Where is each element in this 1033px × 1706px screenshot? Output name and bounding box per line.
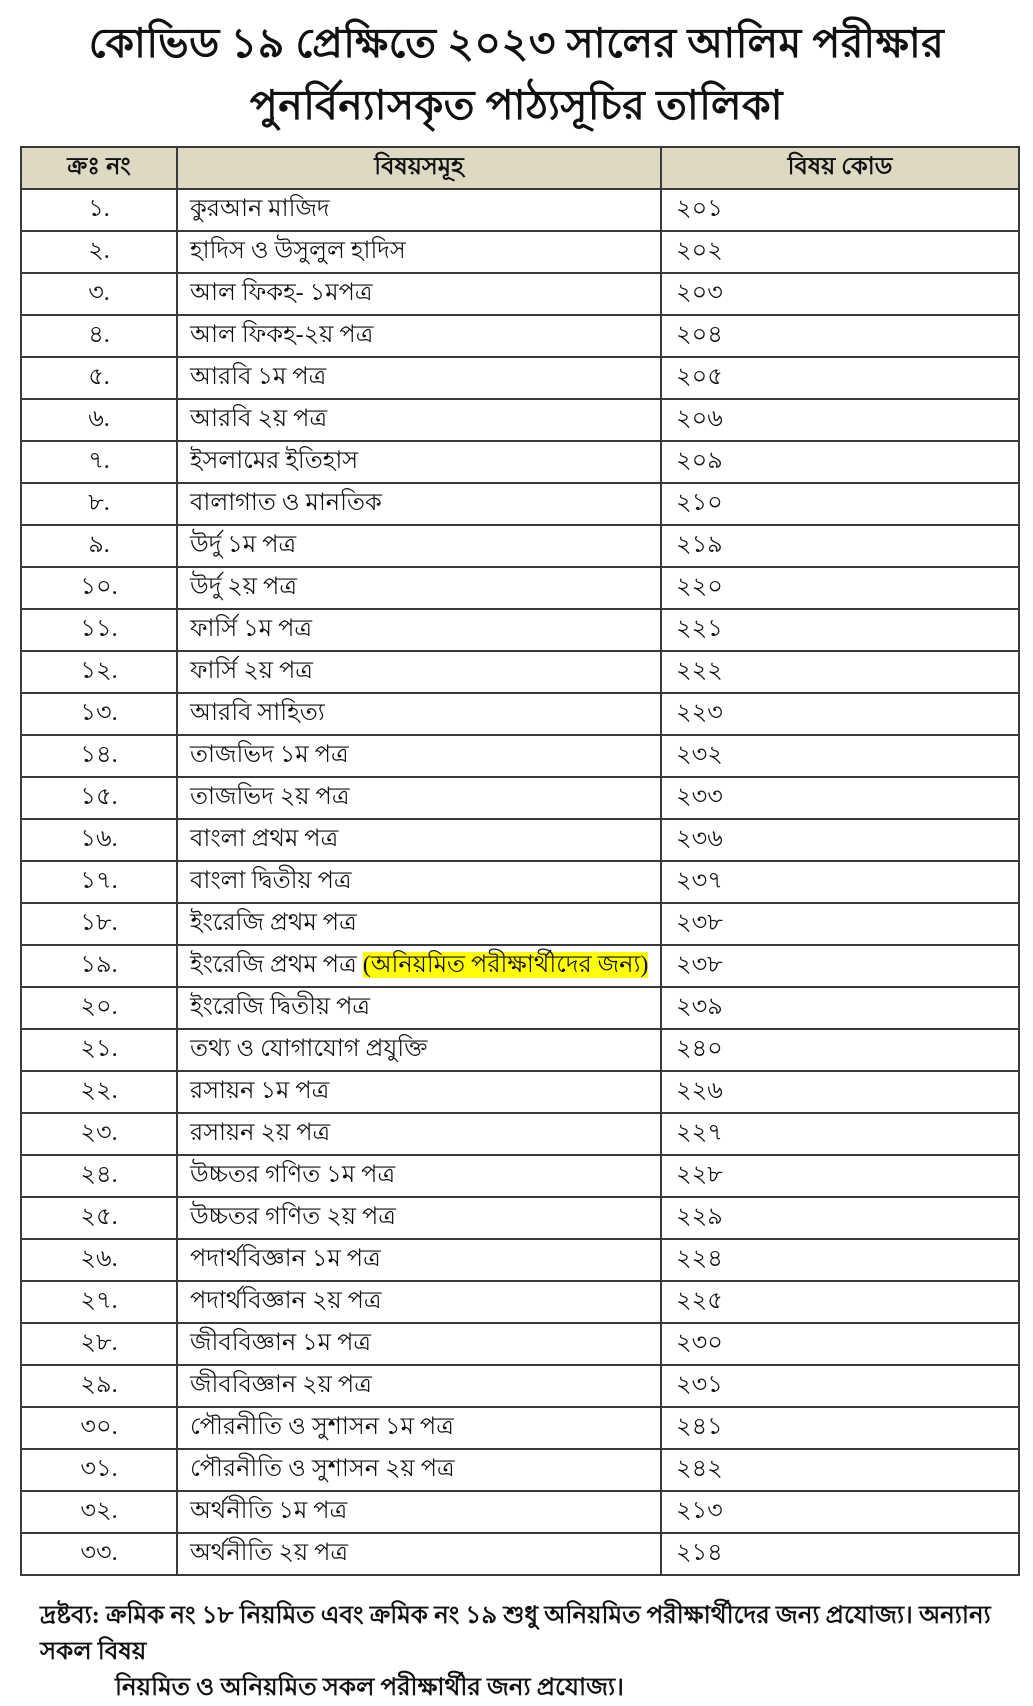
subject-cell: রসায়ন ১ম পত্র: [177, 1071, 661, 1113]
table-row: [21, 189, 1019, 231]
table-row: [21, 1533, 1019, 1575]
table-row: [21, 1365, 1019, 1407]
table-row: [21, 693, 1019, 735]
subject-cell: উর্দু ২য় পত্র: [177, 567, 661, 609]
table-row: [21, 315, 1019, 357]
page-title: [0, 0, 1033, 136]
code-cell: ২৪২: [661, 1449, 1019, 1491]
subject-cell: আল ফিকহ- ১মপত্র: [177, 273, 661, 315]
serial-cell: ১৯.: [21, 945, 177, 987]
code-cell: ২৩৭: [661, 861, 1019, 903]
table-row: [21, 1113, 1019, 1155]
serial-cell: ৭.: [21, 441, 177, 483]
subject-cell: আল ফিকহ-২য় পত্র: [177, 315, 661, 357]
header-serial: ক্রঃ নং: [21, 147, 177, 189]
table-header-row: [21, 147, 1019, 189]
serial-cell: ১৮.: [21, 903, 177, 945]
code-cell: ২২৬: [661, 1071, 1019, 1113]
serial-cell: ১৬.: [21, 819, 177, 861]
code-cell: ২২৩: [661, 693, 1019, 735]
serial-cell: ২৭.: [21, 1281, 177, 1323]
code-cell: ২৪০: [661, 1029, 1019, 1071]
subject-cell: ইংরেজি প্রথম পত্র: [177, 903, 661, 945]
serial-cell: ৬.: [21, 399, 177, 441]
serial-cell: ২৯.: [21, 1365, 177, 1407]
serial-cell: ২১.: [21, 1029, 177, 1071]
subject-cell: ইসলামের ইতিহাস: [177, 441, 661, 483]
table-row: [21, 1029, 1019, 1071]
table-row: [21, 1197, 1019, 1239]
subject-cell: ইংরেজি প্রথম পত্র (অনিয়মিত পরীক্ষার্থীদের জন্য): [177, 945, 661, 987]
subject-cell: উচ্চতর গণিত ২য় পত্র: [177, 1197, 661, 1239]
subject-cell: তাজভিদ ১ম পত্র: [177, 735, 661, 777]
code-cell: ২০৫: [661, 357, 1019, 399]
table-row: [21, 399, 1019, 441]
table-row: [21, 735, 1019, 777]
subject-cell: আরবি ২য় পত্র: [177, 399, 661, 441]
code-cell: ২২৯: [661, 1197, 1019, 1239]
code-cell: ২৩২: [661, 735, 1019, 777]
code-cell: ২৩৩: [661, 777, 1019, 819]
subject-cell: জীববিজ্ঞান ১ম পত্র: [177, 1323, 661, 1365]
table-row: [21, 945, 1019, 987]
table-row: [21, 567, 1019, 609]
header-code: বিষয় কোড: [661, 147, 1019, 189]
table-row: [21, 483, 1019, 525]
table-body: [21, 189, 1019, 1575]
header-subject: বিষয়সমূহ: [177, 147, 661, 189]
subject-table: [20, 146, 1020, 1576]
subject-cell: ফার্সি ২য় পত্র: [177, 651, 661, 693]
serial-cell: ১৪.: [21, 735, 177, 777]
subject-cell: বালাগাত ও মানতিক: [177, 483, 661, 525]
subject-cell: পৌরনীতি ও সুশাসন ১ম পত্র: [177, 1407, 661, 1449]
serial-cell: ২৮.: [21, 1323, 177, 1365]
subject-cell: রসায়ন ২য় পত্র: [177, 1113, 661, 1155]
footnote-line1-text: ক্রমিক নং ১৮ নিয়মিত এবং ক্রমিক নং ১৯ শুধু অনিয়মিত পরীক্ষার্থীদের জন্য প্রযোজ্য। অন্যান্য সকল বিষয়: [40, 1602, 991, 1665]
code-cell: ২৩৯: [661, 987, 1019, 1029]
code-cell: ২২০: [661, 567, 1019, 609]
table-row: [21, 1407, 1019, 1449]
page-title-line2: পুনর্বিন্যাসকৃত পাঠ্যসূচির তালিকা: [249, 82, 784, 128]
subject-cell: তথ্য ও যোগাযোগ প্রযুক্তি: [177, 1029, 661, 1071]
table-row: [21, 525, 1019, 567]
serial-cell: ২৪.: [21, 1155, 177, 1197]
code-cell: ২১৪: [661, 1533, 1019, 1575]
table-row: [21, 1449, 1019, 1491]
highlighted-text: (অনিয়মিত পরীক্ষার্থীদের জন্য): [362, 952, 649, 978]
serial-cell: ১০.: [21, 567, 177, 609]
code-cell: ২৩৮: [661, 945, 1019, 987]
subject-cell: বাংলা প্রথম পত্র: [177, 819, 661, 861]
table-row: [21, 1281, 1019, 1323]
subject-cell: পদার্থবিজ্ঞান ১ম পত্র: [177, 1239, 661, 1281]
subject-cell: উর্দু ১ম পত্র: [177, 525, 661, 567]
table-row: [21, 357, 1019, 399]
code-cell: ২১০: [661, 483, 1019, 525]
subject-cell: ইংরেজি দ্বিতীয় পত্র: [177, 987, 661, 1029]
serial-cell: ১৭.: [21, 861, 177, 903]
table-row: [21, 861, 1019, 903]
serial-cell: ১.: [21, 189, 177, 231]
code-cell: ২২৭: [661, 1113, 1019, 1155]
table-row: [21, 1071, 1019, 1113]
code-cell: ২২৫: [661, 1281, 1019, 1323]
code-cell: ২৩০: [661, 1323, 1019, 1365]
table-row: [21, 1239, 1019, 1281]
subject-cell: তাজভিদ ২য় পত্র: [177, 777, 661, 819]
code-cell: ২৩৮: [661, 903, 1019, 945]
code-cell: ২২২: [661, 651, 1019, 693]
footnote-line2: নিয়মিত ও অনিয়মিত সকল পরীক্ষার্থীর জন্য প্রযোজ্য।: [115, 1674, 624, 1701]
table-row: [21, 819, 1019, 861]
subject-cell: পদার্থবিজ্ঞান ২য় পত্র: [177, 1281, 661, 1323]
code-cell: ২০১: [661, 189, 1019, 231]
serial-cell: ২২.: [21, 1071, 177, 1113]
subject-cell: অর্থনীতি ১ম পত্র: [177, 1491, 661, 1533]
subject-cell: উচ্চতর গণিত ১ম পত্র: [177, 1155, 661, 1197]
table-row: [21, 777, 1019, 819]
serial-cell: ৩৩.: [21, 1533, 177, 1575]
serial-cell: ৪.: [21, 315, 177, 357]
table-row: [21, 903, 1019, 945]
serial-cell: ৯.: [21, 525, 177, 567]
code-cell: ২৩৬: [661, 819, 1019, 861]
footnote-line1: [40, 1598, 1005, 1670]
code-cell: ২১৩: [661, 1491, 1019, 1533]
serial-cell: ২৫.: [21, 1197, 177, 1239]
serial-cell: ১৫.: [21, 777, 177, 819]
code-cell: ২০৪: [661, 315, 1019, 357]
code-cell: ২০৩: [661, 273, 1019, 315]
subject-cell: ফার্সি ১ম পত্র: [177, 609, 661, 651]
serial-cell: ১৩.: [21, 693, 177, 735]
serial-cell: ৩.: [21, 273, 177, 315]
code-cell: ২২৪: [661, 1239, 1019, 1281]
subject-cell: আরবি সাহিত্য: [177, 693, 661, 735]
serial-cell: ১২.: [21, 651, 177, 693]
table-row: [21, 1491, 1019, 1533]
table-row: [21, 651, 1019, 693]
subject-cell: আরবি ১ম পত্র: [177, 357, 661, 399]
code-cell: ২২৮: [661, 1155, 1019, 1197]
code-cell: ২০৬: [661, 399, 1019, 441]
code-cell: ২০৯: [661, 441, 1019, 483]
table-row: [21, 231, 1019, 273]
code-cell: ২২১: [661, 609, 1019, 651]
subject-cell: হাদিস ও উসুলুল হাদিস: [177, 231, 661, 273]
subject-cell: কুরআন মাজিদ: [177, 189, 661, 231]
serial-cell: ১১.: [21, 609, 177, 651]
table-row: [21, 609, 1019, 651]
serial-cell: ২.: [21, 231, 177, 273]
serial-cell: ৩২.: [21, 1491, 177, 1533]
table-row: [21, 273, 1019, 315]
footnote-label: দ্রষ্টব্য:: [40, 1602, 100, 1629]
table-row: [21, 1323, 1019, 1365]
subject-cell: অর্থনীতি ২য় পত্র: [177, 1533, 661, 1575]
footnote: [40, 1598, 1005, 1706]
subject-cell: বাংলা দ্বিতীয় পত্র: [177, 861, 661, 903]
serial-cell: ৮.: [21, 483, 177, 525]
subject-cell: পৌরনীতি ও সুশাসন ২য় পত্র: [177, 1449, 661, 1491]
serial-cell: ২৩.: [21, 1113, 177, 1155]
serial-cell: ৩১.: [21, 1449, 177, 1491]
table-row: [21, 441, 1019, 483]
serial-cell: ২০.: [21, 987, 177, 1029]
serial-cell: ৩০.: [21, 1407, 177, 1449]
code-cell: ২০২: [661, 231, 1019, 273]
table-row: [21, 1155, 1019, 1197]
code-cell: ২৪১: [661, 1407, 1019, 1449]
code-cell: ২১৯: [661, 525, 1019, 567]
subject-cell: জীববিজ্ঞান ২য় পত্র: [177, 1365, 661, 1407]
serial-cell: ২৬.: [21, 1239, 177, 1281]
page-title-line1: কোভিড ১৯ প্রেক্ষিতে ২০২৩ সালের আলিম পরীক্ষার: [88, 20, 945, 66]
code-cell: ২৩১: [661, 1365, 1019, 1407]
table-row: [21, 987, 1019, 1029]
serial-cell: ৫.: [21, 357, 177, 399]
